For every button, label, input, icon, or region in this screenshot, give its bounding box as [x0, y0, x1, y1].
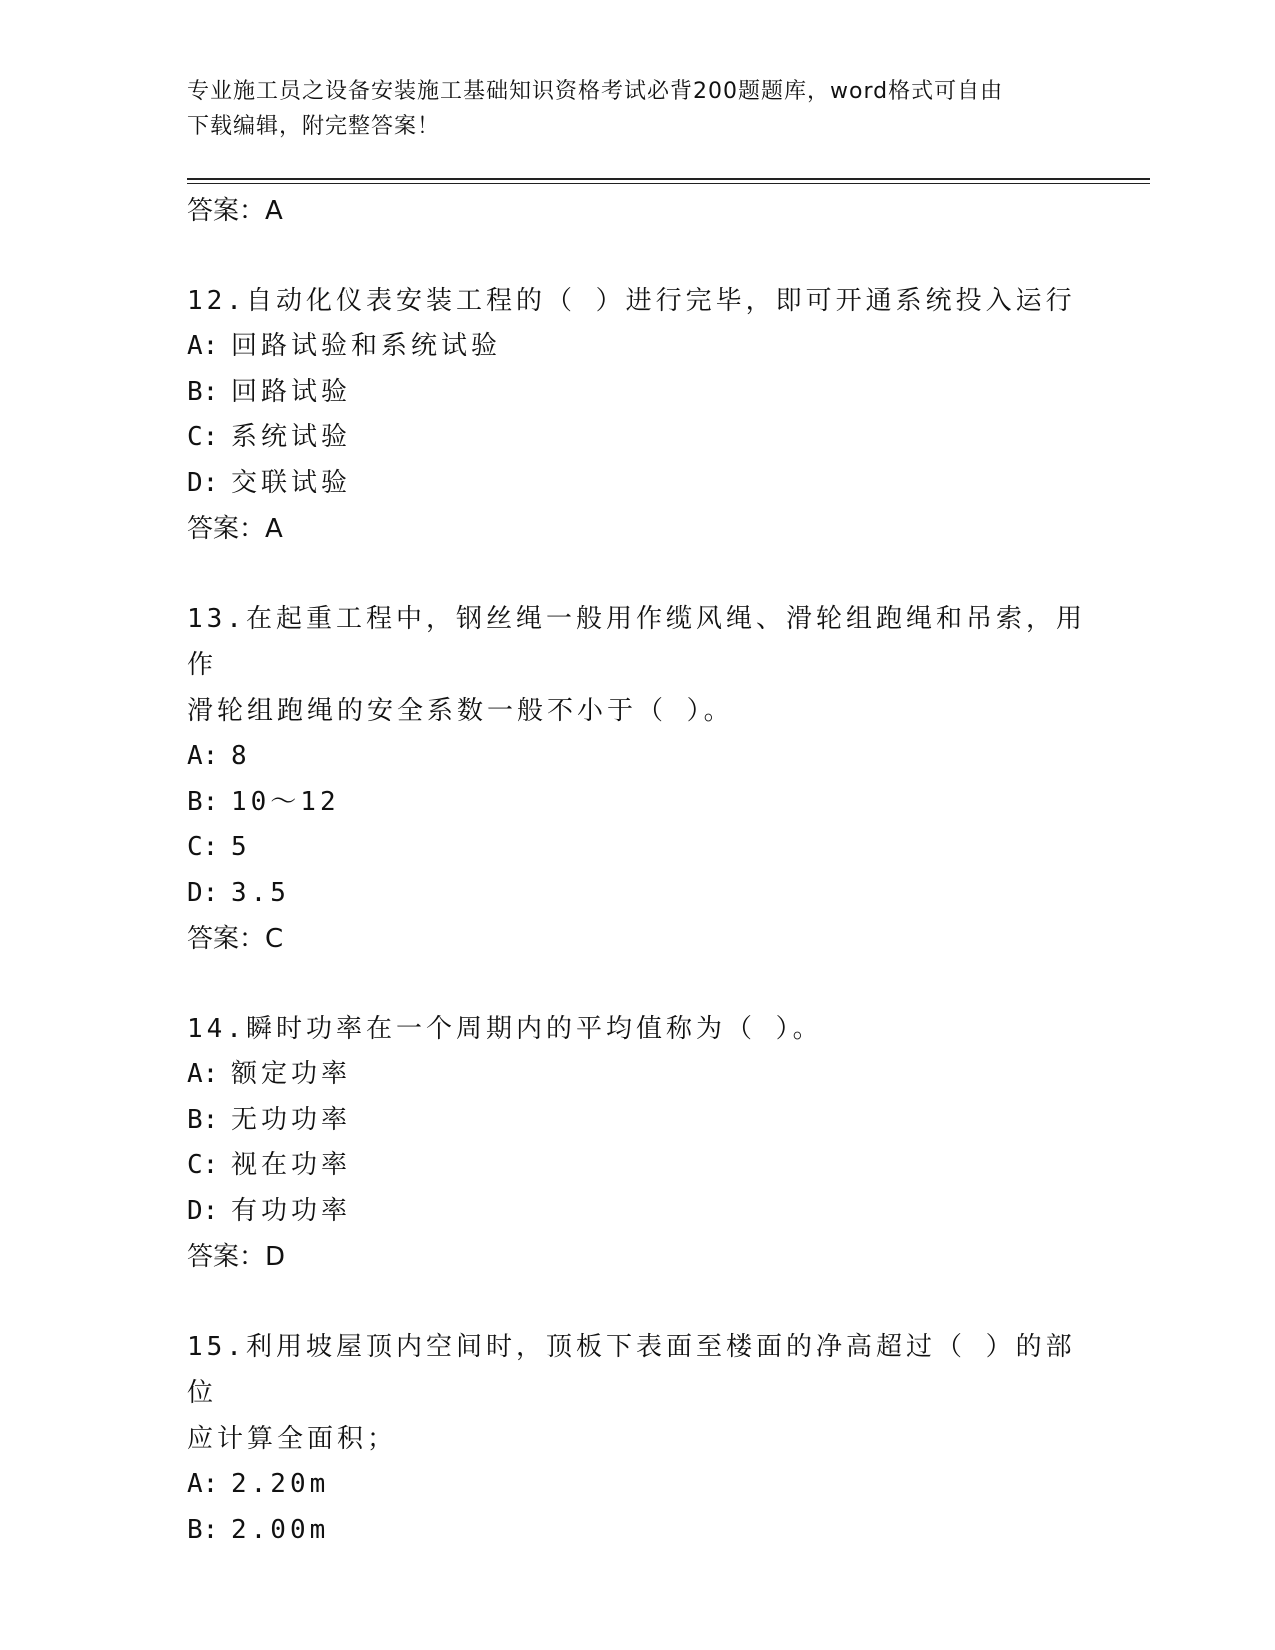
- option-c: [187, 1143, 1087, 1189]
- option-text: 额定功率: [231, 1059, 352, 1089]
- option-letter: C:: [187, 422, 219, 452]
- question-stem-continued: 滑轮组跑绳的安全系数一般不小于（ ）。: [187, 696, 734, 726]
- option-d: [187, 1189, 1087, 1235]
- option-b: [187, 1098, 1087, 1144]
- option-text: 视在功率: [231, 1150, 352, 1180]
- answer-line: 答案：A: [187, 514, 283, 544]
- answer-line: 答案：D: [187, 1242, 286, 1272]
- question-12: [187, 278, 1087, 552]
- option-text: 交联试验: [231, 467, 352, 498]
- option-d: [187, 871, 1087, 917]
- option-text: 无功功率: [231, 1104, 352, 1135]
- question-stem: 14.瞬时功率在一个周期内的平均值称为（ ）。: [187, 1014, 823, 1044]
- option-b: [187, 1508, 1087, 1554]
- option-a: [187, 324, 1087, 370]
- spacer: [187, 962, 1087, 1006]
- question-stem-continued: 应计算全面积；: [187, 1424, 398, 1454]
- option-text: 回路试验: [231, 376, 352, 407]
- option-text: 2.00m: [231, 1514, 330, 1545]
- option-letter: A:: [187, 741, 219, 771]
- option-letter: A:: [187, 331, 219, 361]
- option-letter: B:: [187, 376, 219, 407]
- header-divider: [187, 178, 1150, 184]
- option-text: 8: [231, 741, 251, 771]
- option-letter: A:: [187, 1469, 219, 1499]
- spacer: [187, 234, 1087, 278]
- option-letter: D:: [187, 467, 219, 498]
- option-letter: C:: [187, 1150, 219, 1180]
- option-letter: C:: [187, 832, 219, 862]
- document-header: [187, 74, 1087, 144]
- header-line-1: 专业施工员之设备安装施工基础知识资格考试必背200题题库，word格式可自由: [187, 79, 1004, 104]
- option-letter: B:: [187, 1104, 219, 1135]
- option-text: 回路试验和系统试验: [231, 331, 502, 361]
- option-letter: D:: [187, 1195, 219, 1226]
- option-text: 5: [231, 832, 251, 862]
- option-b: [187, 780, 1087, 826]
- question-stem: 12.自动化仪表安装工程的（ ）进行完毕，即可开通系统投入运行: [187, 286, 1076, 316]
- question-stem: 15.利用坡屋顶内空间时，顶板下表面至楼面的净高超过（ ）的部位: [187, 1332, 1076, 1408]
- option-text: 系统试验: [231, 422, 352, 452]
- option-a: [187, 734, 1087, 780]
- spacer: [187, 1280, 1087, 1324]
- option-b: [187, 370, 1087, 416]
- option-text: 2.20m: [231, 1469, 330, 1499]
- question-14: [187, 1006, 1087, 1280]
- previous-answer: 答案：A: [187, 196, 283, 226]
- option-letter: A:: [187, 1059, 219, 1089]
- option-d: [187, 461, 1087, 507]
- option-letter: B:: [187, 1514, 219, 1545]
- option-letter: D:: [187, 877, 219, 908]
- option-c: [187, 825, 1087, 871]
- option-text: 有功功率: [231, 1195, 352, 1226]
- header-line-2: 下载编辑，附完整答案！: [187, 114, 441, 139]
- option-c: [187, 415, 1087, 461]
- option-letter: B:: [187, 786, 219, 817]
- option-a: [187, 1052, 1087, 1098]
- option-text: 10～12: [231, 786, 340, 817]
- option-a: [187, 1462, 1087, 1508]
- question-list: [187, 188, 1087, 1553]
- spacer: [187, 552, 1087, 596]
- question-15: [187, 1324, 1087, 1553]
- answer-line: 答案：C: [187, 924, 284, 954]
- question-13: [187, 596, 1087, 962]
- question-stem: 13.在起重工程中，钢丝绳一般用作缆风绳、滑轮组跑绳和吊索，用作: [187, 604, 1086, 680]
- option-text: 3.5: [231, 877, 290, 908]
